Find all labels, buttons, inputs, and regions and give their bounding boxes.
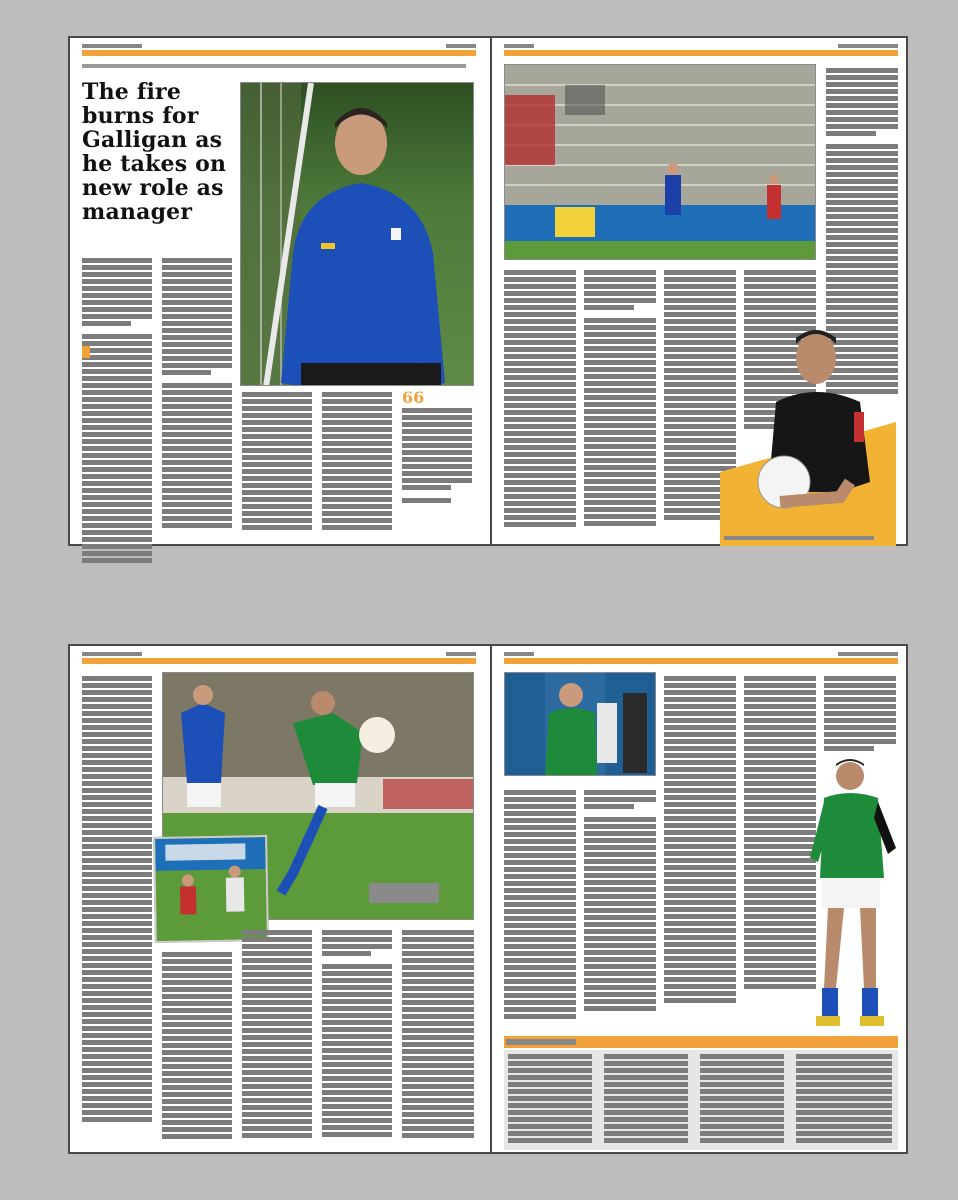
text-column xyxy=(824,676,896,753)
photo-player-tunnel[interactable] xyxy=(504,672,656,776)
text-column xyxy=(242,392,312,532)
drop-cap-marker xyxy=(82,346,90,358)
photo-inset-match[interactable] xyxy=(153,835,269,943)
page-header xyxy=(504,652,898,664)
text-column xyxy=(584,790,656,1013)
text-column xyxy=(664,676,736,1005)
text-column xyxy=(584,270,656,528)
top-spread[interactable] xyxy=(68,36,908,546)
text-column xyxy=(82,258,152,565)
page-header xyxy=(82,44,476,56)
pull-quote-mark: 66 xyxy=(402,388,425,407)
page-1[interactable] xyxy=(70,38,488,544)
page-header xyxy=(82,652,476,664)
text-column xyxy=(162,258,232,530)
page-3[interactable] xyxy=(70,646,488,1152)
pull-quote xyxy=(402,408,472,505)
text-column xyxy=(162,952,232,1141)
text-column xyxy=(700,1054,784,1145)
photo-player-standing[interactable] xyxy=(804,758,900,1032)
page-2[interactable] xyxy=(492,38,910,544)
inset-scene xyxy=(155,837,267,941)
player-with-ball xyxy=(720,322,896,546)
text-column xyxy=(82,676,152,1124)
text-column xyxy=(796,1054,892,1145)
article-headline: The fire burns for Galligan as he takes on new role as manager xyxy=(82,79,227,225)
stadium-scene xyxy=(505,65,816,260)
photo-player-cutout[interactable] xyxy=(720,322,896,546)
text-column xyxy=(508,1054,592,1145)
text-column xyxy=(402,930,474,1140)
text-column xyxy=(322,392,392,532)
photo-stadium-action[interactable] xyxy=(504,64,816,260)
text-column xyxy=(242,930,312,1140)
standing-player xyxy=(804,758,900,1032)
page-header xyxy=(504,44,898,56)
photo-caption xyxy=(724,536,874,540)
text-column xyxy=(322,930,392,1139)
panel-label xyxy=(506,1039,576,1045)
text-column xyxy=(504,270,576,529)
text-column xyxy=(504,790,576,1021)
bottom-spread[interactable] xyxy=(68,644,908,1154)
page-4[interactable] xyxy=(492,646,910,1152)
manager-figure xyxy=(241,83,474,386)
text-column xyxy=(604,1054,688,1145)
photo-manager-portrait[interactable] xyxy=(240,82,474,386)
tunnel-scene xyxy=(505,673,656,776)
